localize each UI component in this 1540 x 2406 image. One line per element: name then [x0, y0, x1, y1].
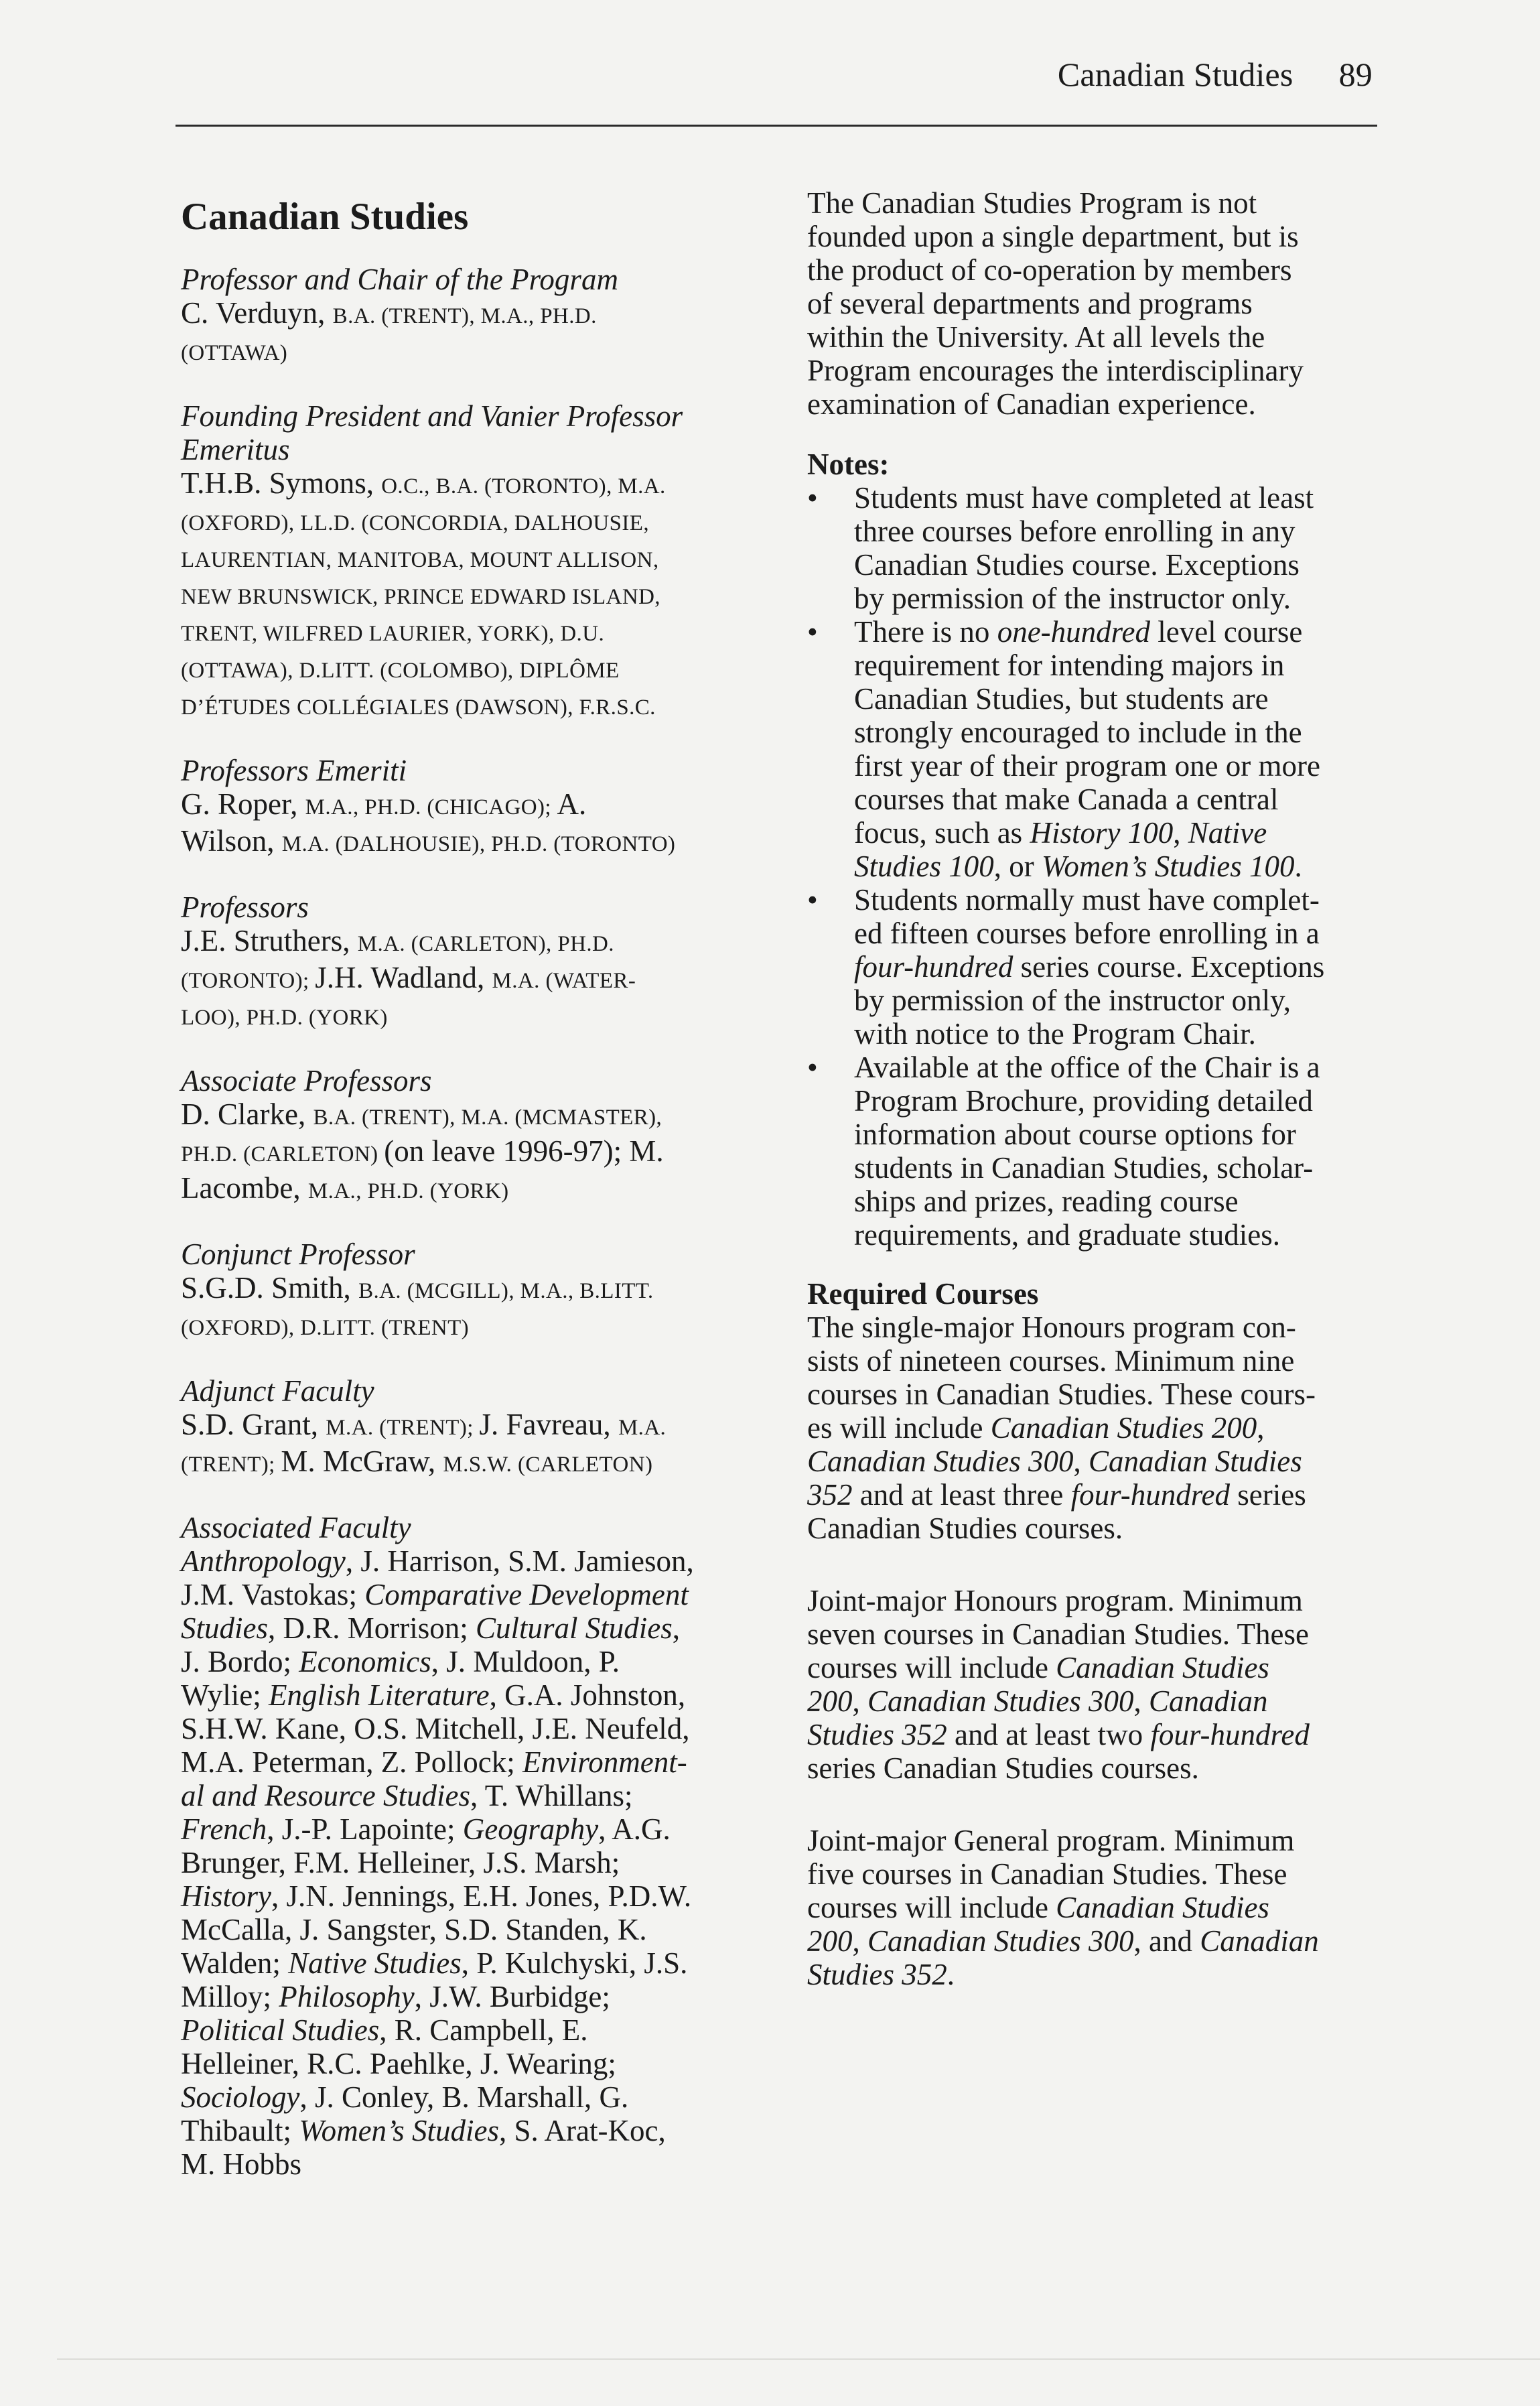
bullet-icon: • — [807, 615, 818, 649]
italic-run: Canadian Studies 300 — [807, 1445, 1074, 1478]
paragraph-line — [807, 1857, 1397, 1891]
text-run: level course — [1149, 615, 1303, 649]
text-run: Joint-major Honours program. Minimum — [807, 1584, 1303, 1617]
italic-run: Canadian Studies — [1056, 1651, 1269, 1684]
associated-faculty — [181, 1511, 787, 2181]
faculty-line — [181, 1408, 787, 1445]
text-run: three courses before enrolling in any — [854, 515, 1296, 548]
text-run: , J.-P. Lapointe; — [267, 1812, 463, 1846]
faculty-line — [181, 1308, 787, 1345]
credentials: M.A., PH.D. (YORK) — [307, 1179, 509, 1203]
italic-run: Philosophy — [279, 1980, 415, 2013]
person-name: A. — [557, 787, 587, 821]
italic-run: four-hundred — [854, 950, 1013, 984]
faculty-line — [181, 540, 787, 577]
faculty-block — [181, 1374, 787, 1481]
paragraph-line — [807, 1684, 1397, 1718]
associated-line — [181, 1812, 787, 1846]
required-courses-heading: Required Courses — [807, 1277, 1039, 1311]
associated-line — [181, 1913, 787, 1946]
notes-heading: Notes: — [807, 448, 890, 481]
note-line — [854, 984, 1397, 1017]
text-run: Program Brochure, providing detailed — [854, 1084, 1313, 1118]
faculty-block — [181, 1238, 787, 1345]
associated-line — [181, 1645, 787, 1678]
paragraph-line — [807, 1718, 1397, 1751]
text-run: Wylie; — [181, 1678, 269, 1712]
person-name: G. Roper, — [181, 787, 305, 821]
required-paragraph — [807, 1824, 1397, 1991]
paragraph-line — [807, 1584, 1397, 1617]
faculty-list — [181, 263, 787, 1481]
text-run: by permission of the instructor only. — [854, 582, 1291, 615]
note-item — [807, 883, 1397, 1051]
paragraph-line — [807, 1512, 1397, 1545]
text-run: , — [852, 1684, 867, 1718]
person-name: Lacombe, — [181, 1171, 308, 1205]
text-run: courses will include — [807, 1891, 1056, 1924]
faculty-line — [181, 1271, 787, 1308]
faculty-block — [181, 890, 787, 1034]
text-run: , or — [993, 850, 1042, 883]
faculty-block — [181, 1064, 787, 1208]
note-line — [854, 1017, 1397, 1051]
faculty-names — [181, 924, 787, 1034]
credentials: M.A. (WATER- — [492, 969, 636, 993]
text-run: with notice to the Program Chair. — [854, 1017, 1256, 1051]
italic-run: Native Studies — [288, 1946, 462, 1980]
faculty-names — [181, 1271, 787, 1345]
text-run: Helleiner, R.C. Paehlke, J. Wearing; — [181, 2047, 616, 2080]
credentials: M.A. (DALHOUSIE), PH.D. (TORONTO) — [281, 832, 676, 856]
text-run: , and — [1133, 1924, 1200, 1958]
text-run: strongly encouraged to include in the — [854, 716, 1302, 749]
faculty-line — [181, 1445, 787, 1481]
text-run: requirements, and graduate studies. — [854, 1218, 1281, 1252]
italic-run: History — [181, 1879, 271, 1913]
italic-run: Comparative Development — [364, 1578, 689, 1611]
associated-line — [181, 1946, 787, 1980]
bullet-icon: • — [807, 481, 818, 515]
italic-run: 352 — [807, 1478, 853, 1512]
note-line — [854, 749, 1397, 783]
paragraph-line — [807, 1344, 1397, 1378]
italic-run: Political Studies — [181, 2013, 380, 2047]
text-run: J. Bordo; — [181, 1645, 299, 1678]
text-run: , — [672, 1611, 681, 1645]
intro-line: of several departments and programs — [807, 287, 1253, 320]
italic-run: Women’s Studies — [299, 2114, 499, 2147]
faculty-block — [181, 263, 787, 370]
note-line — [854, 716, 1397, 749]
associated-line — [181, 1678, 787, 1712]
text-run: sists of nineteen courses. Minimum nine — [807, 1344, 1295, 1378]
italic-run: Economics — [299, 1645, 431, 1678]
header-rule — [176, 125, 1377, 127]
associated-line — [181, 1779, 787, 1812]
credentials: M.S.W. (CARLETON) — [443, 1453, 653, 1477]
credentials: B.A. (MCGILL), M.A., B.LITT. — [358, 1279, 654, 1303]
faculty-line — [181, 296, 787, 333]
text-run: ed fifteen courses before enrolling in a — [854, 917, 1320, 950]
right-column — [807, 186, 1397, 2030]
note-line — [854, 1051, 1397, 1084]
text-run: by permission of the instructor only, — [854, 984, 1291, 1017]
note-line — [854, 1151, 1397, 1185]
role-heading: Adjunct Faculty — [181, 1374, 374, 1408]
note-line — [854, 1118, 1397, 1151]
role-heading: Conjunct Professor — [181, 1238, 415, 1271]
text-run: first year of their program one or more — [854, 749, 1320, 783]
italic-run: Canadian Studies — [1089, 1445, 1302, 1478]
text-run: series Canadian Studies courses. — [807, 1751, 1199, 1785]
role-heading: Professor and Chair of the Program — [181, 263, 618, 296]
paragraph-line — [807, 1924, 1397, 1958]
text-run: Brunger, F.M. Helleiner, J.S. Marsh; — [181, 1846, 620, 1879]
italic-run: English Literature — [269, 1678, 490, 1712]
associated-line — [181, 2047, 787, 2080]
text-run: , G.A. Johnston, — [489, 1678, 686, 1712]
text-run: requirement for intending majors in — [854, 649, 1285, 682]
paragraph-line — [807, 1311, 1397, 1344]
text-run: Students must have completed at least — [854, 481, 1314, 515]
person-name: S.G.D. Smith, — [181, 1271, 359, 1305]
italic-run: Sociology — [181, 2080, 300, 2114]
paragraph-line — [807, 1824, 1397, 1857]
italic-run: Native — [1188, 816, 1267, 850]
credentials: (TRENT); — [181, 1453, 281, 1477]
italic-run: Anthropology — [181, 1544, 346, 1578]
text-run: , S. Arat-Koc, — [499, 2114, 666, 2147]
text-run: , J.N. Jennings, E.H. Jones, P.D.W. — [271, 1879, 692, 1913]
role-heading: Professors Emeriti — [181, 754, 407, 787]
associated-line — [181, 2013, 787, 2047]
note-line — [854, 615, 1397, 649]
note-line — [854, 582, 1397, 615]
note-line — [854, 515, 1397, 548]
text-run: , J. Muldoon, P. — [431, 1645, 620, 1678]
faculty-block — [181, 754, 787, 861]
text-run: and at least three — [852, 1478, 1071, 1512]
credentials: M.A., PH.D. (CHICAGO); — [305, 795, 557, 819]
text-run: Walden; — [181, 1946, 289, 1980]
credentials: B.A. (TRENT), M.A. (MCMASTER), — [313, 1106, 662, 1130]
italic-run: Environment- — [522, 1745, 687, 1779]
note-item — [807, 615, 1397, 883]
person-name: J. Favreau, — [479, 1408, 618, 1441]
text-run: , P. Kulchyski, J.S. — [461, 1946, 688, 1980]
text-run: es will include — [807, 1411, 991, 1445]
associated-line — [181, 2114, 787, 2147]
intro-line: within the University. At all levels the — [807, 320, 1265, 354]
text-run: , J. Harrison, S.M. Jamieson, — [345, 1544, 694, 1578]
associated-line — [181, 2147, 787, 2181]
paragraph-line — [807, 1651, 1397, 1684]
faculty-line — [181, 466, 787, 503]
text-run: seven courses in Canadian Studies. These — [807, 1617, 1310, 1651]
note-line — [854, 548, 1397, 582]
role-heading: Associate Professors — [181, 1064, 432, 1097]
text-run: ships and prizes, reading course — [854, 1185, 1239, 1218]
text-run: Canadian Studies course. Exceptions — [854, 548, 1300, 582]
faculty-line — [181, 998, 787, 1034]
faculty-line — [181, 651, 787, 687]
text-run: Canadian Studies courses. — [807, 1512, 1123, 1545]
credentials: M.A. (TRENT); — [326, 1416, 480, 1440]
associated-line — [181, 1745, 787, 1779]
text-run: , T. Whillans; — [470, 1779, 633, 1812]
faculty-names — [181, 787, 787, 861]
italic-run: Cultural Studies — [476, 1611, 673, 1645]
note-line — [854, 682, 1397, 716]
credentials: M.A. (CARLETON), PH.D. — [357, 932, 614, 956]
faculty-line — [181, 687, 787, 724]
text-run: Thibault; — [181, 2114, 299, 2147]
text-run: The single-major Honours program con- — [807, 1311, 1296, 1344]
note-line — [854, 1185, 1397, 1218]
italic-run: Canadian — [1200, 1924, 1319, 1958]
credentials: (OXFORD), D.LITT. (TRENT) — [181, 1316, 470, 1340]
required-courses — [807, 1311, 1397, 1991]
running-head-title: Canadian Studies — [1057, 56, 1293, 93]
paragraph-line — [807, 1891, 1397, 1924]
person-name: Wilson, — [181, 824, 282, 858]
text-run: , — [1173, 816, 1188, 850]
text-run: M. Hobbs — [181, 2147, 302, 2181]
italic-run: four-hundred — [1070, 1478, 1231, 1512]
text-run: Available at the office of the Chair is a — [854, 1051, 1320, 1084]
note-line — [854, 850, 1397, 883]
associated-line — [181, 1611, 787, 1645]
intro-line: The Canadian Studies Program is not — [807, 186, 1257, 220]
intro-line: Program encourages the interdisciplinary — [807, 354, 1304, 387]
person-name: J.H. Wadland, — [315, 961, 492, 994]
credentials: (TORONTO); — [181, 969, 316, 993]
text-run: courses that make Canada a central — [854, 783, 1279, 816]
faculty-line — [181, 614, 787, 651]
associated-line — [181, 1578, 787, 1611]
text-run: Students normally must have complet- — [854, 883, 1320, 917]
italic-run: French — [181, 1812, 267, 1846]
text-run: focus, such as — [854, 816, 1030, 850]
italic-run: Canadian Studies — [1056, 1891, 1269, 1924]
role-heading: Professors — [181, 890, 309, 924]
bullet-icon: • — [807, 883, 818, 917]
italic-run: 200 — [807, 1684, 853, 1718]
italic-run: Canadian — [1149, 1684, 1268, 1718]
text-run: series course. Exceptions — [1013, 950, 1325, 984]
italic-run: one-hundred — [997, 615, 1150, 649]
italic-run: History 100 — [1030, 816, 1174, 850]
note-line — [854, 649, 1397, 682]
italic-run: Canadian Studies 300 — [867, 1924, 1134, 1958]
text-run: , — [852, 1924, 867, 1958]
note-line — [854, 883, 1397, 917]
intro-line: examination of Canadian experience. — [807, 387, 1256, 421]
credentials: PH.D. (CARLETON) — [181, 1142, 384, 1166]
note-item — [807, 481, 1397, 615]
credentials: D’ÉTUDES COLLÉGIALES (DAWSON), F.R.S.C. — [181, 695, 656, 720]
italic-run: Canadian Studies 200 — [990, 1411, 1257, 1445]
text-run: , — [1133, 1684, 1149, 1718]
note-line — [854, 816, 1397, 850]
faculty-line — [181, 503, 787, 540]
text-run: , — [1073, 1445, 1089, 1478]
text-run: , D.R. Morrison; — [268, 1611, 476, 1645]
italic-run: Geography — [462, 1812, 599, 1846]
text-run: courses will include — [807, 1651, 1056, 1684]
text-run: S.H.W. Kane, O.S. Mitchell, J.E. Neufeld, — [181, 1712, 690, 1745]
faculty-line — [181, 1171, 787, 1208]
credentials: LOO), PH.D. (YORK) — [181, 1006, 388, 1030]
required-paragraph — [807, 1584, 1397, 1785]
text-run: , A.G. — [598, 1812, 671, 1846]
person-name: C. Verduyn, — [181, 296, 333, 330]
associated-line — [181, 1544, 787, 1578]
note-line — [854, 950, 1397, 984]
note-line — [854, 783, 1397, 816]
role-heading: Associated Faculty — [181, 1511, 411, 1544]
intro-paragraph — [807, 186, 1397, 421]
text-run: J.M. Vastokas; — [181, 1578, 365, 1611]
italic-run: Studies 352 — [807, 1958, 947, 1991]
faculty-names — [181, 1408, 787, 1481]
text-run: , R. Campbell, E. — [379, 2013, 588, 2047]
faculty-line — [181, 1134, 787, 1171]
faculty-line — [181, 1097, 787, 1134]
required-paragraph — [807, 1311, 1397, 1545]
paragraph-line — [807, 1751, 1397, 1785]
running-head — [1058, 55, 1373, 94]
italic-run: Studies 100 — [854, 850, 994, 883]
credentials: B.A. (TRENT), M.A., PH.D. — [332, 304, 597, 328]
credentials: TRENT, WILFRED LAURIER, YORK), D.U. — [181, 622, 605, 646]
text-run: , J.W. Burbidge; — [414, 1980, 610, 2013]
paragraph-line — [807, 1445, 1397, 1478]
person-name: (on leave 1996-97); M. — [384, 1134, 664, 1168]
text-run: . — [947, 1958, 955, 1991]
associated-line — [181, 1980, 787, 2013]
person-name: D. Clarke, — [181, 1097, 313, 1131]
paragraph-line — [807, 1617, 1397, 1651]
faculty-line — [181, 787, 787, 824]
italic-run: 200 — [807, 1924, 853, 1958]
faculty-line — [181, 577, 787, 614]
faculty-names — [181, 466, 787, 724]
faculty-names — [181, 296, 787, 370]
associated-line — [181, 1879, 787, 1913]
note-item — [807, 1051, 1397, 1252]
credentials: (OTTAWA), D.LITT. (COLOMBO), DIPLÔME — [181, 659, 620, 683]
italic-run: Studies 352 — [807, 1718, 947, 1751]
credentials: O.C., B.A. (TORONTO), M.A. — [381, 474, 666, 498]
paragraph-line — [807, 1478, 1397, 1512]
bullet-icon: • — [807, 1051, 818, 1084]
text-run: Canadian Studies, but students are — [854, 682, 1269, 716]
text-run: five courses in Canadian Studies. These — [807, 1857, 1287, 1891]
faculty-block — [181, 399, 787, 724]
text-run: series — [1230, 1478, 1306, 1512]
faculty-line — [181, 924, 787, 961]
note-line — [854, 1084, 1397, 1118]
credentials: NEW BRUNSWICK, PRINCE EDWARD ISLAND, — [181, 585, 660, 609]
note-line — [854, 917, 1397, 950]
section-title: Canadian Studies — [181, 196, 469, 238]
text-run: Milloy; — [181, 1980, 279, 2013]
associated-line — [181, 1712, 787, 1745]
credentials: M.A. — [618, 1416, 667, 1440]
text-run: information about course options for — [854, 1118, 1296, 1151]
faculty-names — [181, 1097, 787, 1208]
text-run: , — [1257, 1411, 1265, 1445]
left-column — [181, 186, 787, 2181]
person-name: J.E. Struthers, — [181, 924, 358, 957]
credentials: (OXFORD), LL.D. (CONCORDIA, DALHOUSIE, — [181, 511, 649, 535]
intro-line: the product of co-operation by members — [807, 253, 1292, 287]
credentials: LAURENTIAN, MANITOBA, MOUNT ALLISON, — [181, 548, 659, 572]
italic-run: Women’s Studies 100 — [1042, 850, 1295, 883]
italic-run: al and Resource Studies — [181, 1779, 471, 1812]
faculty-line — [181, 333, 787, 370]
page-edge-shadow — [57, 2358, 1540, 2360]
note-line — [854, 481, 1397, 515]
text-run: students in Canadian Studies, scholar- — [854, 1151, 1314, 1185]
faculty-line — [181, 961, 787, 998]
text-run: . — [1294, 850, 1302, 883]
text-run: McCalla, J. Sangster, S.D. Standen, K. — [181, 1913, 647, 1946]
associated-line — [181, 1846, 787, 1879]
paragraph-line — [807, 1378, 1397, 1411]
note-line — [854, 1218, 1397, 1252]
italic-run: four-hundred — [1150, 1718, 1310, 1751]
intro-line: founded upon a single department, but is — [807, 220, 1299, 253]
person-name: M. McGraw, — [281, 1445, 443, 1478]
text-run: There is no — [854, 615, 997, 649]
paragraph-line — [807, 1958, 1397, 1991]
page-number: 89 — [1338, 56, 1373, 93]
italic-run: Studies — [181, 1611, 268, 1645]
italic-run: Canadian Studies 300 — [867, 1684, 1134, 1718]
notes-list — [807, 481, 1397, 1252]
role-heading: Founding President and Vanier Professor Emeritus — [181, 399, 683, 466]
credentials: (OTTAWA) — [181, 341, 288, 365]
person-name: S.D. Grant, — [181, 1408, 326, 1441]
associated-line — [181, 2080, 787, 2114]
text-run: , J. Conley, B. Marshall, G. — [299, 2080, 629, 2114]
text-run: and at least two — [947, 1718, 1151, 1751]
associated-faculty-names — [181, 1544, 787, 2181]
text-run: Joint-major General program. Minimum — [807, 1824, 1295, 1857]
text-run: M.A. Peterman, Z. Pollock; — [181, 1745, 522, 1779]
faculty-line — [181, 824, 787, 861]
person-name: T.H.B. Symons, — [181, 466, 382, 500]
paragraph-line — [807, 1411, 1397, 1445]
text-run: courses in Canadian Studies. These cours- — [807, 1378, 1316, 1411]
